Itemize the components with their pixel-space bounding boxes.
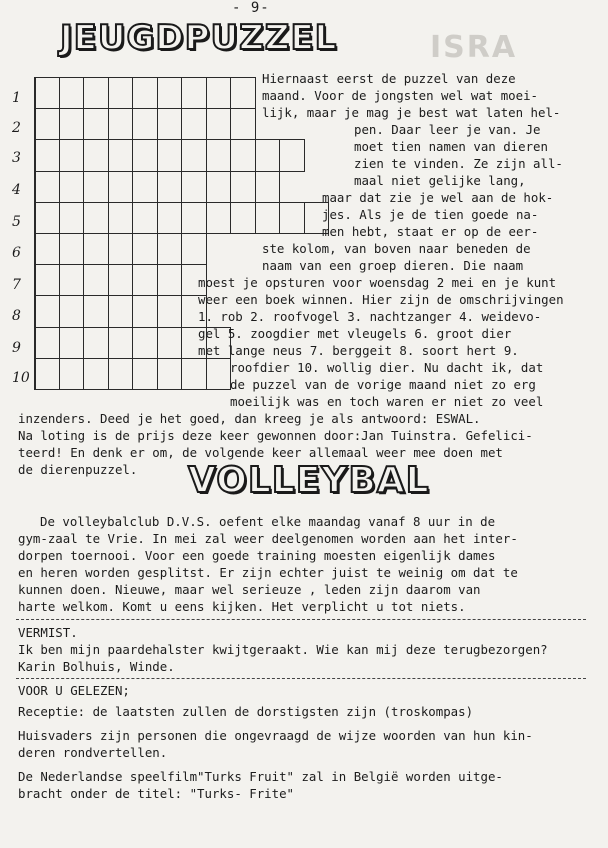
puzzle-cell: [132, 202, 158, 234]
row-number: 1: [12, 90, 21, 106]
row-number: 5: [12, 214, 21, 230]
gelezen-heading: VOOR U GELEZEN;: [18, 683, 130, 698]
volleyball-heading: VOLLEYBAL: [188, 460, 430, 501]
text-line: inzenders. Deed je het goed, dan kreeg je als antwoord: ESWAL.: [18, 411, 481, 426]
puzzle-cell: [157, 171, 183, 203]
puzzle-cell: [34, 202, 60, 234]
text-line: weer een boek winnen. Hier zijn de omschrijvingen: [198, 292, 564, 307]
gelezen-item: bracht onder de titel: "Turks- Frite": [18, 786, 295, 801]
text-line: moest je opsturen voor woensdag 2 mei en je kunt: [198, 275, 557, 290]
puzzle-cell: [132, 171, 158, 203]
puzzle-cell: [181, 171, 207, 203]
puzzle-cell: [83, 139, 109, 171]
puzzle-cell: [108, 295, 134, 327]
puzzle-cell: [34, 264, 60, 296]
puzzle-cell: [34, 233, 60, 265]
puzzle-cell: [59, 108, 85, 140]
puzzle-cell: [206, 202, 232, 234]
puzzle-cell: [34, 171, 60, 203]
bleed-through-heading: ISRA: [430, 30, 518, 65]
row-number: 10: [12, 370, 30, 386]
gelezen-item: Receptie: de laatsten zullen de dorstigsten zijn (troskompas): [18, 704, 474, 719]
puzzle-cell: [206, 108, 232, 140]
puzzle-cell: [108, 108, 134, 140]
text-line: gel 5. zoogdier met vleugels 6. groot dier: [198, 326, 512, 341]
text-line: maand. Voor de jongsten wel wat moei-: [262, 88, 539, 103]
puzzle-cell: [206, 171, 232, 203]
puzzle-cell: [108, 233, 134, 265]
row-number: 9: [12, 340, 21, 356]
puzzle-cell: [83, 171, 109, 203]
puzzle-cell: [34, 358, 60, 390]
puzzle-cell: [132, 358, 158, 390]
puzzle-cell: [108, 202, 134, 234]
puzzle-cell: [230, 171, 256, 203]
puzzle-cell: [157, 77, 183, 109]
puzzle-cell: [59, 77, 85, 109]
puzzle-cell: [132, 108, 158, 140]
vermist-heading: VERMIST.: [18, 625, 78, 640]
puzzle-cell: [279, 139, 305, 171]
puzzle-cell: [181, 139, 207, 171]
text-line: jes. Als je de tien goede na-: [322, 207, 539, 222]
puzzle-cell: [108, 77, 134, 109]
text-line: met lange neus 7. berggeit 8. soort hert 9.: [198, 343, 519, 358]
puzzle-cell: [59, 139, 85, 171]
puzzle-cell: [181, 202, 207, 234]
text-line: Ik ben mijn paardehalster kwijtgeraakt. Wie kan mij deze terugbezorgen?: [18, 642, 548, 657]
puzzle-cell: [83, 358, 109, 390]
puzzle-cell: [255, 202, 281, 234]
puzzle-cell: [157, 295, 183, 327]
puzzle-cell: [181, 77, 207, 109]
text-line: ste kolom, van boven naar beneden de: [262, 241, 531, 256]
puzzle-cell: [59, 295, 85, 327]
puzzle-cell: [181, 358, 207, 390]
text-line: naam van een groep dieren. Die naam: [262, 258, 524, 273]
puzzle-cell: [255, 139, 281, 171]
row-number: 8: [12, 308, 21, 324]
puzzle-cell: [132, 233, 158, 265]
puzzle-cell: [206, 77, 232, 109]
puzzle-cell: [108, 171, 134, 203]
puzzle-cell: [83, 264, 109, 296]
gelezen-item: deren rondvertellen.: [18, 745, 168, 760]
puzzle-cell: [59, 327, 85, 359]
puzzle-cell: [230, 77, 256, 109]
puzzle-cell: [181, 108, 207, 140]
puzzle-cell: [83, 233, 109, 265]
puzzle-cell: [132, 264, 158, 296]
puzzle-cell: [157, 327, 183, 359]
text-line: roofdier 10. wollig dier. Nu dacht ik, dat: [230, 360, 544, 375]
puzzle-cell: [181, 233, 207, 265]
puzzle-cell: [59, 202, 85, 234]
text-line: gym-zaal te Vrie. In mei zal weer deelgenomen worden aan het inter-: [18, 531, 518, 546]
puzzle-cell: [108, 327, 134, 359]
text-line: kunnen doen. Nieuwe, maar wel serieuze , leden zijn daarom van: [18, 582, 481, 597]
puzzle-cell: [157, 264, 183, 296]
text-line: harte welkom. Komt u eens kijken. Het verplicht u tot niets.: [18, 599, 466, 614]
text-line: men hebt, staat er op de eer-: [322, 224, 539, 239]
puzzle-cell: [157, 202, 183, 234]
puzzle-cell: [132, 139, 158, 171]
text-line: en heren worden gesplitst. Er zijn echter juist te weinig om dat te: [18, 565, 518, 580]
puzzle-heading: JEUGDPUZZEL: [60, 18, 338, 58]
puzzle-cell: [34, 295, 60, 327]
puzzle-cell: [230, 139, 256, 171]
text-line: Hiernaast eerst de puzzel van deze: [262, 71, 516, 86]
puzzle-cell: [132, 295, 158, 327]
puzzle-cell: [157, 358, 183, 390]
puzzle-cell: [34, 327, 60, 359]
puzzle-cell: [83, 77, 109, 109]
puzzle-cell: [83, 108, 109, 140]
puzzle-cell: [83, 295, 109, 327]
puzzle-cell: [206, 358, 232, 390]
text-line: pen. Daar leer je van. Je: [354, 122, 541, 137]
puzzle-cell: [34, 139, 60, 171]
text-line: teerd! En denk er om, de volgende keer allemaal weer mee doen met: [18, 445, 503, 460]
puzzle-cell: [83, 327, 109, 359]
row-number: 6: [12, 245, 21, 261]
text-line: zien te vinden. Ze zijn all-: [354, 156, 563, 171]
puzzle-cell: [230, 202, 256, 234]
section-divider: [16, 678, 586, 679]
puzzle-cell: [34, 77, 60, 109]
text-line: Na loting is de prijs deze keer gewonnen door:Jan Tuinstra. Gefelici-: [18, 428, 533, 443]
text-line: De volleybalclub D.V.S. oefent elke maandag vanaf 8 uur in de: [40, 514, 496, 529]
puzzle-cell: [34, 108, 60, 140]
puzzle-cell: [59, 264, 85, 296]
puzzle-cell: [157, 233, 183, 265]
row-number: 2: [12, 120, 21, 136]
puzzle-cell: [206, 139, 232, 171]
text-line: dorpen toernooi. Voor een goede training moesten eigenlijk dames: [18, 548, 496, 563]
text-line: 1. rob 2. roofvogel 3. nachtzanger 4. weidevo-: [198, 309, 542, 324]
puzzle-cell: [255, 171, 281, 203]
text-line: moet tien namen van dieren: [354, 139, 548, 154]
gelezen-item: Huisvaders zijn personen die ongevraagd de wijze woorden van hun kin-: [18, 728, 533, 743]
section-divider: [16, 619, 586, 620]
puzzle-cell: [59, 171, 85, 203]
puzzle-cell: [132, 77, 158, 109]
puzzle-cell: [132, 327, 158, 359]
gelezen-item: De Nederlandse speelfilm"Turks Fruit" zal in België worden uitge-: [18, 769, 503, 784]
text-line: de dierenpuzzel.: [18, 462, 138, 477]
text-line: Karin Bolhuis, Winde.: [18, 659, 175, 674]
puzzle-cell: [157, 108, 183, 140]
puzzle-cell: [108, 358, 134, 390]
puzzle-cell: [157, 139, 183, 171]
puzzle-cell: [108, 264, 134, 296]
puzzle-cell: [83, 202, 109, 234]
puzzle-cell: [108, 139, 134, 171]
text-line: maal niet gelijke lang,: [354, 173, 526, 188]
text-line: lijk, maar je mag je best wat laten hel-: [262, 105, 561, 120]
puzzle-cell: [230, 108, 256, 140]
text-line: maar dat zie je wel aan de hok-: [322, 190, 554, 205]
puzzle-cell: [59, 233, 85, 265]
puzzle-cell: [59, 358, 85, 390]
text-line: moeilijk was en toch waren er niet zo veel: [230, 394, 544, 409]
puzzle-cell: [279, 202, 305, 234]
text-line: de puzzel van de vorige maand niet zo erg: [230, 377, 536, 392]
row-number: 4: [12, 182, 21, 198]
row-number: 7: [12, 277, 21, 293]
row-number: 3: [12, 150, 21, 166]
page-number: - 9-: [232, 0, 270, 16]
